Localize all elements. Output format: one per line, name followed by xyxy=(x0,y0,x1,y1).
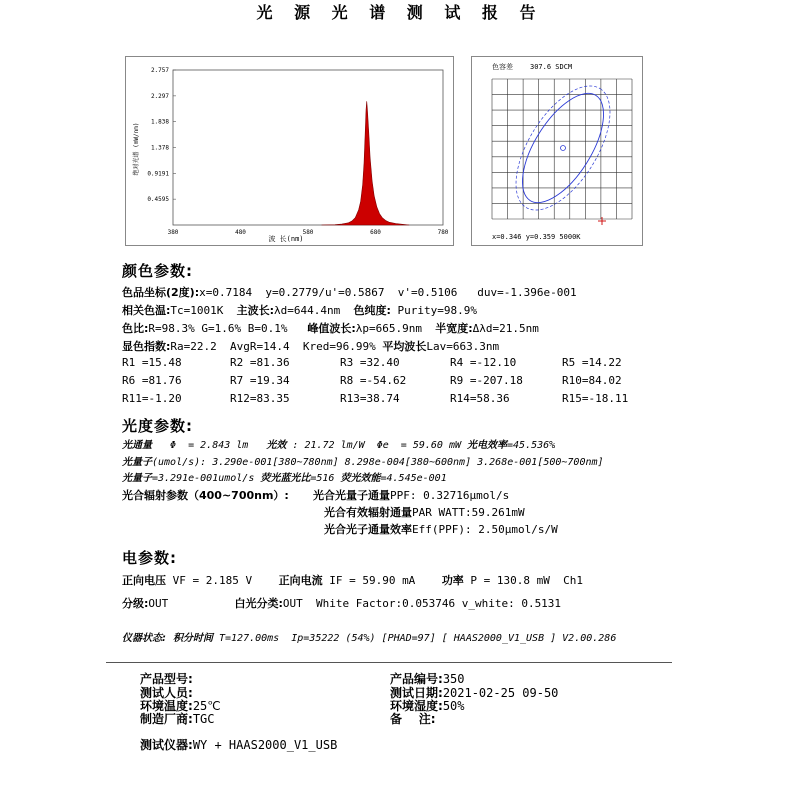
quantum-line xyxy=(122,453,604,468)
color-heading: 颜色参数: xyxy=(122,262,193,280)
r-value: R14=58.36 xyxy=(450,392,510,405)
bin-label: 分级: xyxy=(122,597,149,610)
fluor-eff-label: 荧光效能 xyxy=(340,473,381,484)
color-tolerance-label: 色容差 xyxy=(492,63,513,71)
par-watt-line xyxy=(324,504,525,520)
par-watt-label: 光合有效辐射通量 xyxy=(324,506,412,519)
eff-label: 光合光子通量效率 xyxy=(324,523,412,536)
quantum-value: (umol/s): 3.290e-001[380~780nm] 8.298e-004[380~600nm] 3.268e-001[500~700nm] xyxy=(152,457,604,468)
r-value: R12=83.35 xyxy=(230,392,290,405)
instrument-status-line xyxy=(122,629,616,644)
date-value: 2021-02-25 09-50 xyxy=(442,686,559,700)
x-tick-label: 680 xyxy=(370,229,381,236)
y-tick-label: 2.297 xyxy=(150,92,169,100)
par-line xyxy=(122,487,289,503)
electrical-heading: 电参数: xyxy=(122,549,177,567)
x-tick-label: 780 xyxy=(437,229,449,236)
blue-ratio-value: =516 xyxy=(310,473,341,484)
flux-label: 光通量 xyxy=(122,440,152,451)
avg-wl-label: 平均波长 xyxy=(382,340,427,353)
chroma-value: x=0.7184 y=0.2779/u'=0.5867 v'=0.5106 duv=-1.396e-001 xyxy=(199,286,577,299)
ppf-label: 光合光量子通量 xyxy=(313,489,390,502)
cri-line xyxy=(122,338,499,354)
note-field xyxy=(390,710,436,727)
efficacy-value: : 21.72 lm/W Φe = 59.60 mW xyxy=(286,440,468,451)
efficacy-label: 光效 xyxy=(266,440,287,451)
spectrum-chart xyxy=(126,57,453,245)
white-class-label: 白光分类: xyxy=(234,597,283,610)
flux-value: Φ = 2.843 lm xyxy=(152,440,267,451)
maker-label: 制造厂商: xyxy=(140,712,193,726)
r-value: R15=-18.11 xyxy=(562,392,629,405)
fwhm-label: 半宽度: xyxy=(435,322,473,335)
spectrum-chart-panel xyxy=(125,56,454,246)
maker-field xyxy=(140,710,215,727)
temp-label: 环境温度: xyxy=(140,699,193,713)
x-axis-label: 波 长(nm) xyxy=(268,235,304,243)
blue-ratio-label: 荧光蓝光比 xyxy=(260,473,311,484)
purity-value: Purity=98.9% xyxy=(390,304,478,317)
r-value: R6 =81.76 xyxy=(122,374,182,387)
dominant-wl-label: 主波长: xyxy=(236,304,275,317)
tester-label: 测试人员: xyxy=(140,686,193,700)
spectrum-area xyxy=(322,101,410,225)
instrument-value: WY + HAAS2000_V1_USB xyxy=(192,738,338,752)
fluor-eff-value: =4.545e-001 xyxy=(380,473,447,484)
if-value: IF = 59.90 mA xyxy=(322,574,442,587)
eff-value: Eff(PPF): 2.50μmol/s/W xyxy=(412,523,558,536)
cri-label: 显色指数: xyxy=(122,340,171,353)
pe-eff-label: 光电效率 xyxy=(467,440,508,451)
flux-line xyxy=(122,436,555,451)
tolerance-ellipses xyxy=(497,71,629,226)
r-value: R10=84.02 xyxy=(562,374,622,387)
status-value: T=127.00ms Ip=35222 (54%) [PHAD=97] [ HAAS2000_V1_USB ] V2.00.286 xyxy=(212,633,617,644)
ratio-value: R=98.3% G=1.6% B=0.1% xyxy=(148,322,308,335)
eff-line xyxy=(324,521,558,537)
r-value: R8 =-54.62 xyxy=(340,374,407,387)
cri-value: Ra=22.2 AvgR=14.4 Kred=96.99% xyxy=(170,340,383,353)
ratio-label: 色比: xyxy=(122,322,149,335)
electrical-line xyxy=(122,572,583,588)
humidity-value: 50% xyxy=(442,699,465,713)
instrument-field xyxy=(140,736,337,753)
par-label: 光合辐射参数（400~700nm）: xyxy=(122,489,289,502)
power-label: 功率 xyxy=(441,574,464,587)
y-tick-label: 2.757 xyxy=(150,67,169,74)
r-value: R3 =32.40 xyxy=(340,356,400,369)
r-value: R13=38.74 xyxy=(340,392,400,405)
quantum-total-label: 光量子 xyxy=(122,473,152,484)
pe-eff-value: =45.536% xyxy=(507,440,556,451)
note-label: 备 注: xyxy=(390,712,436,726)
quantum-total-line xyxy=(122,469,447,484)
r-value: R9 =-207.18 xyxy=(450,374,523,387)
cct-value: Tc=1001K xyxy=(170,304,237,317)
chromaticity-line xyxy=(122,284,577,300)
peak-value: λp=665.9nm xyxy=(355,322,436,335)
instrument-label: 测试仪器: xyxy=(140,738,193,752)
r-value: R5 =14.22 xyxy=(562,356,622,369)
serial-value: 350 xyxy=(442,672,465,686)
maker-value: TGC xyxy=(192,712,215,726)
ratio-line xyxy=(122,320,539,336)
y-tick-label: 1.838 xyxy=(150,118,169,126)
chromaticity-chart xyxy=(472,57,642,245)
vf-label: 正向电压 xyxy=(122,574,166,587)
binning-line xyxy=(122,595,561,611)
vf-value: VF = 2.185 V xyxy=(166,574,279,587)
ppf-line xyxy=(313,487,509,503)
ppf-value: PPF: 0.32716μmol/s xyxy=(390,489,510,502)
peak-label: 峰值波长: xyxy=(307,322,356,335)
plot-frame xyxy=(173,70,443,225)
date-label: 测试日期: xyxy=(390,686,443,700)
humidity-label: 环境湿度: xyxy=(390,699,443,713)
y-tick-label: 1.378 xyxy=(150,144,169,152)
r-value: R7 =19.34 xyxy=(230,374,290,387)
if-label: 正向电流 xyxy=(278,574,323,587)
par-watt-value: PAR WATT:59.261mW xyxy=(412,506,525,519)
quantum-label: 光量子 xyxy=(122,457,152,468)
chromaticity-panel xyxy=(471,56,643,246)
chroma-label: 色品坐标(2度): xyxy=(122,286,200,299)
purity-label: 色纯度: xyxy=(353,304,391,317)
center-point xyxy=(561,146,566,151)
x-tick-label: 480 xyxy=(235,229,246,236)
x-tick-label: 580 xyxy=(302,229,314,236)
avg-wl-value: Lav=663.3nm xyxy=(426,340,500,353)
color-tolerance-value: 307.6 SDCM xyxy=(530,63,573,71)
quantum-total-value: =3.291e-001umol/s xyxy=(152,473,261,484)
white-class-value: OUT White Factor:0.053746 v_white: 0.5131 xyxy=(282,597,562,610)
y-tick-label: 0.4595 xyxy=(147,196,169,204)
model-label: 产品型号: xyxy=(140,672,193,686)
fwhm-value: Δλd=21.5nm xyxy=(472,322,539,335)
power-value: P = 130.8 mW Ch1 xyxy=(463,574,584,587)
bin-value: OUT xyxy=(148,597,235,610)
r-value: R2 =81.36 xyxy=(230,356,290,369)
photometric-heading: 光度参数: xyxy=(122,417,193,435)
status-label: 仪器状态: xyxy=(122,633,166,644)
cct-label: 相关色温: xyxy=(122,304,171,317)
y-axis-label: 绝对光谱 (mW/nm) xyxy=(133,122,140,176)
r-value: R4 =-12.10 xyxy=(450,356,517,369)
footer-divider xyxy=(106,662,672,663)
r-value: R11=-1.20 xyxy=(122,392,182,405)
x-tick-label: 380 xyxy=(167,229,179,236)
dominant-wl-value: λd=644.4nm xyxy=(274,304,354,317)
serial-label: 产品编号: xyxy=(390,672,443,686)
report-title: 光 源 光 谱 测 试 报 告 xyxy=(256,3,544,22)
outer-ellipse xyxy=(497,71,629,226)
r-value: R1 =15.48 xyxy=(122,356,182,369)
y-tick-label: 0.9191 xyxy=(147,170,169,178)
integration-label: 积分时间 xyxy=(166,633,213,644)
cie-coords: x=0.346 y=0.359 5000K xyxy=(492,233,581,241)
cct-line xyxy=(122,302,477,318)
temp-value: 25℃ xyxy=(192,699,221,713)
